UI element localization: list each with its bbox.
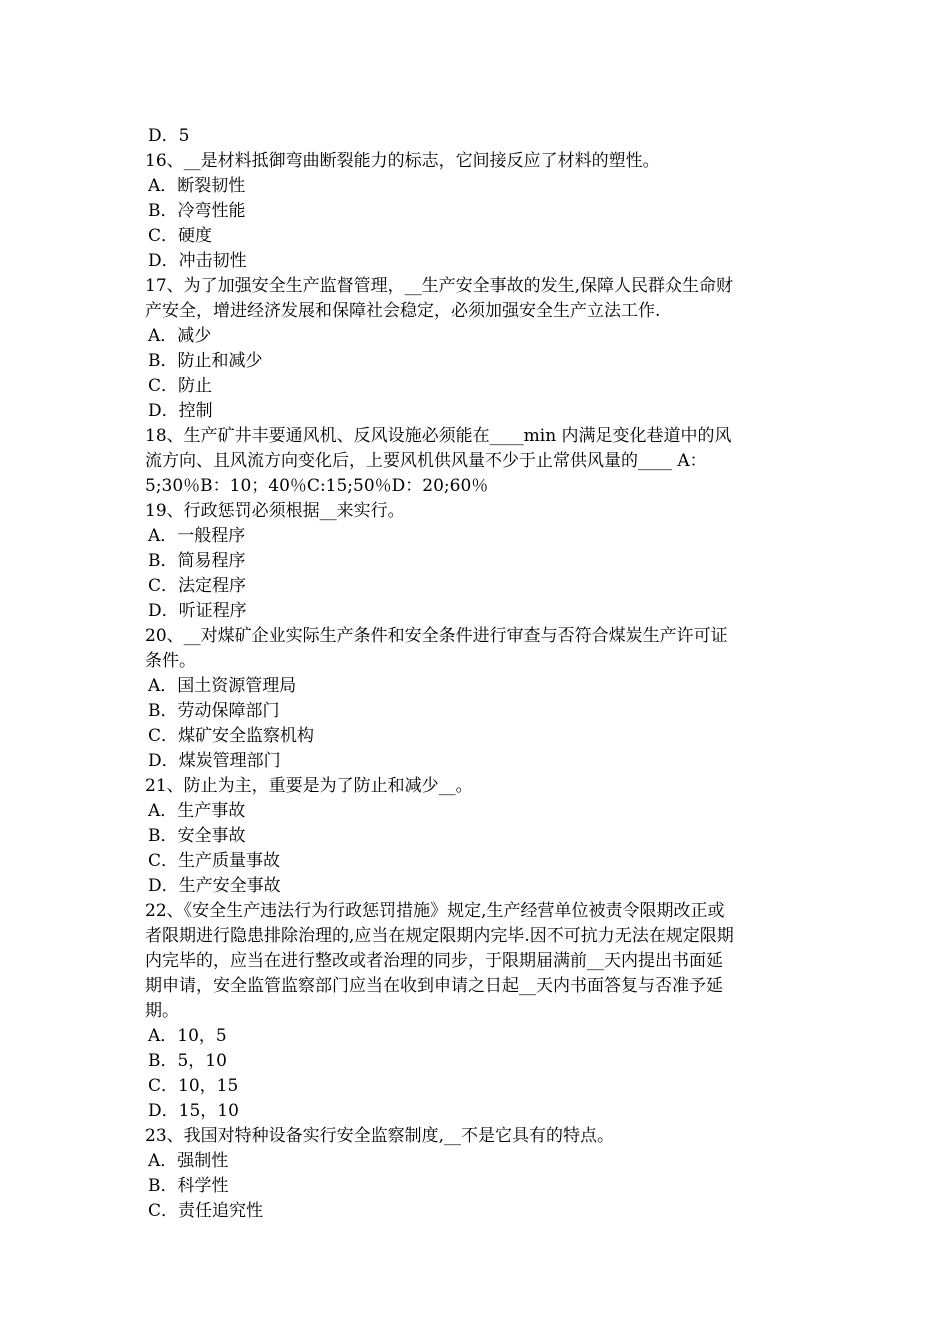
option-item: B．安全事故: [148, 826, 246, 846]
question-20: [145, 624, 810, 774]
question-21: [145, 774, 810, 899]
question-text-line: 22、《安全生产违法行为行政惩罚措施》规定,生产经营单位被责令限期改正或: [145, 901, 725, 921]
option-item: C．法定程序: [148, 576, 247, 596]
question-text-line: 18、生产矿井丰要通风机、反风设施必须能在____min 内满足变化巷道中的风: [145, 426, 732, 446]
option-item: B．科学性: [148, 1176, 229, 1196]
option-item: C．责任追究性: [148, 1201, 264, 1221]
option-item: A．一般程序: [148, 526, 246, 546]
option-item: C．防止: [148, 376, 213, 396]
question-text-line: 者限期进行隐患排除治理的,应当在规定限期内完毕.因不可抗力无法在规定限期: [145, 926, 734, 946]
question-text-line: 20、__对煤矿企业实际生产条件和安全条件进行审查与否符合煤炭生产许可证: [145, 626, 728, 646]
option-item: D．控制: [148, 401, 213, 421]
question-17: [145, 274, 810, 424]
option-item: A．强制性: [148, 1151, 229, 1171]
option-item: C．生产质量事故: [148, 851, 281, 871]
option-item: A．国土资源管理局: [148, 676, 297, 696]
question-text-line: 5;30％B：10；40％C:15;50％D：20;60％: [145, 476, 489, 496]
question-text-line: 期。: [145, 1001, 179, 1021]
question-19: [145, 499, 810, 624]
option-item: A．减少: [148, 326, 212, 346]
option-item: D．冲击韧性: [148, 251, 247, 271]
option-item: B．劳动保障部门: [148, 701, 280, 721]
option-item: A．10，5: [148, 1026, 227, 1046]
question-23: [145, 1124, 810, 1224]
question-text: 21、防止为主，重要是为了防止和减少__。: [145, 776, 473, 796]
option-item: A．生产事故: [148, 801, 246, 821]
option-item: B．防止和减少: [148, 351, 263, 371]
question-18: [145, 424, 810, 499]
option-item: C．硬度: [148, 226, 213, 246]
question-16: [145, 149, 810, 274]
question-text-line: 产安全，增进经济发展和保障社会稳定，必须加强安全生产立法工作.: [145, 301, 661, 321]
question-text-line: 期申请，安全监管监察部门应当在收到申请之日起__天内书面答复与否准予延: [145, 976, 723, 996]
option-item: A．断裂韧性: [148, 176, 246, 196]
option-item: D．生产安全事故: [148, 876, 281, 896]
question-text-line: 条件。: [145, 651, 196, 671]
option-item: B．简易程序: [148, 551, 246, 571]
question-22: [145, 899, 810, 1124]
option-item: D．5: [148, 126, 190, 146]
document-page: [145, 124, 810, 1224]
option-item: D．煤炭管理部门: [148, 751, 281, 771]
option-item: D．15，10: [148, 1101, 239, 1121]
option-item: B．5，10: [148, 1051, 227, 1071]
question-text: 23、我国对特种设备实行安全监察制度,__不是它具有的特点。: [145, 1126, 615, 1146]
question-text: 19、行政惩罚必须根据__来实行。: [145, 501, 405, 521]
question-text-line: 流方向、且风流方向变化后，上要风机供风量不少于止常供风量的____ A：: [145, 451, 707, 471]
option-item: D．听证程序: [148, 601, 247, 621]
option-item: B．冷弯性能: [148, 201, 246, 221]
question-text-line: 内完毕的，应当在进行整改或者治理的同步，于限期届满前__天内提出书面延: [145, 951, 723, 971]
question-text-line: 17、为了加强安全生产监督管理，__生产安全事故的发生,保障人民群众生命财: [145, 276, 734, 296]
question-text: 16、__是材料抵御弯曲断裂能力的标志，它间接反应了材料的塑性。: [145, 151, 660, 171]
option-item: C．10，15: [148, 1076, 239, 1096]
option-item: C．煤矿安全监察机构: [148, 726, 315, 746]
